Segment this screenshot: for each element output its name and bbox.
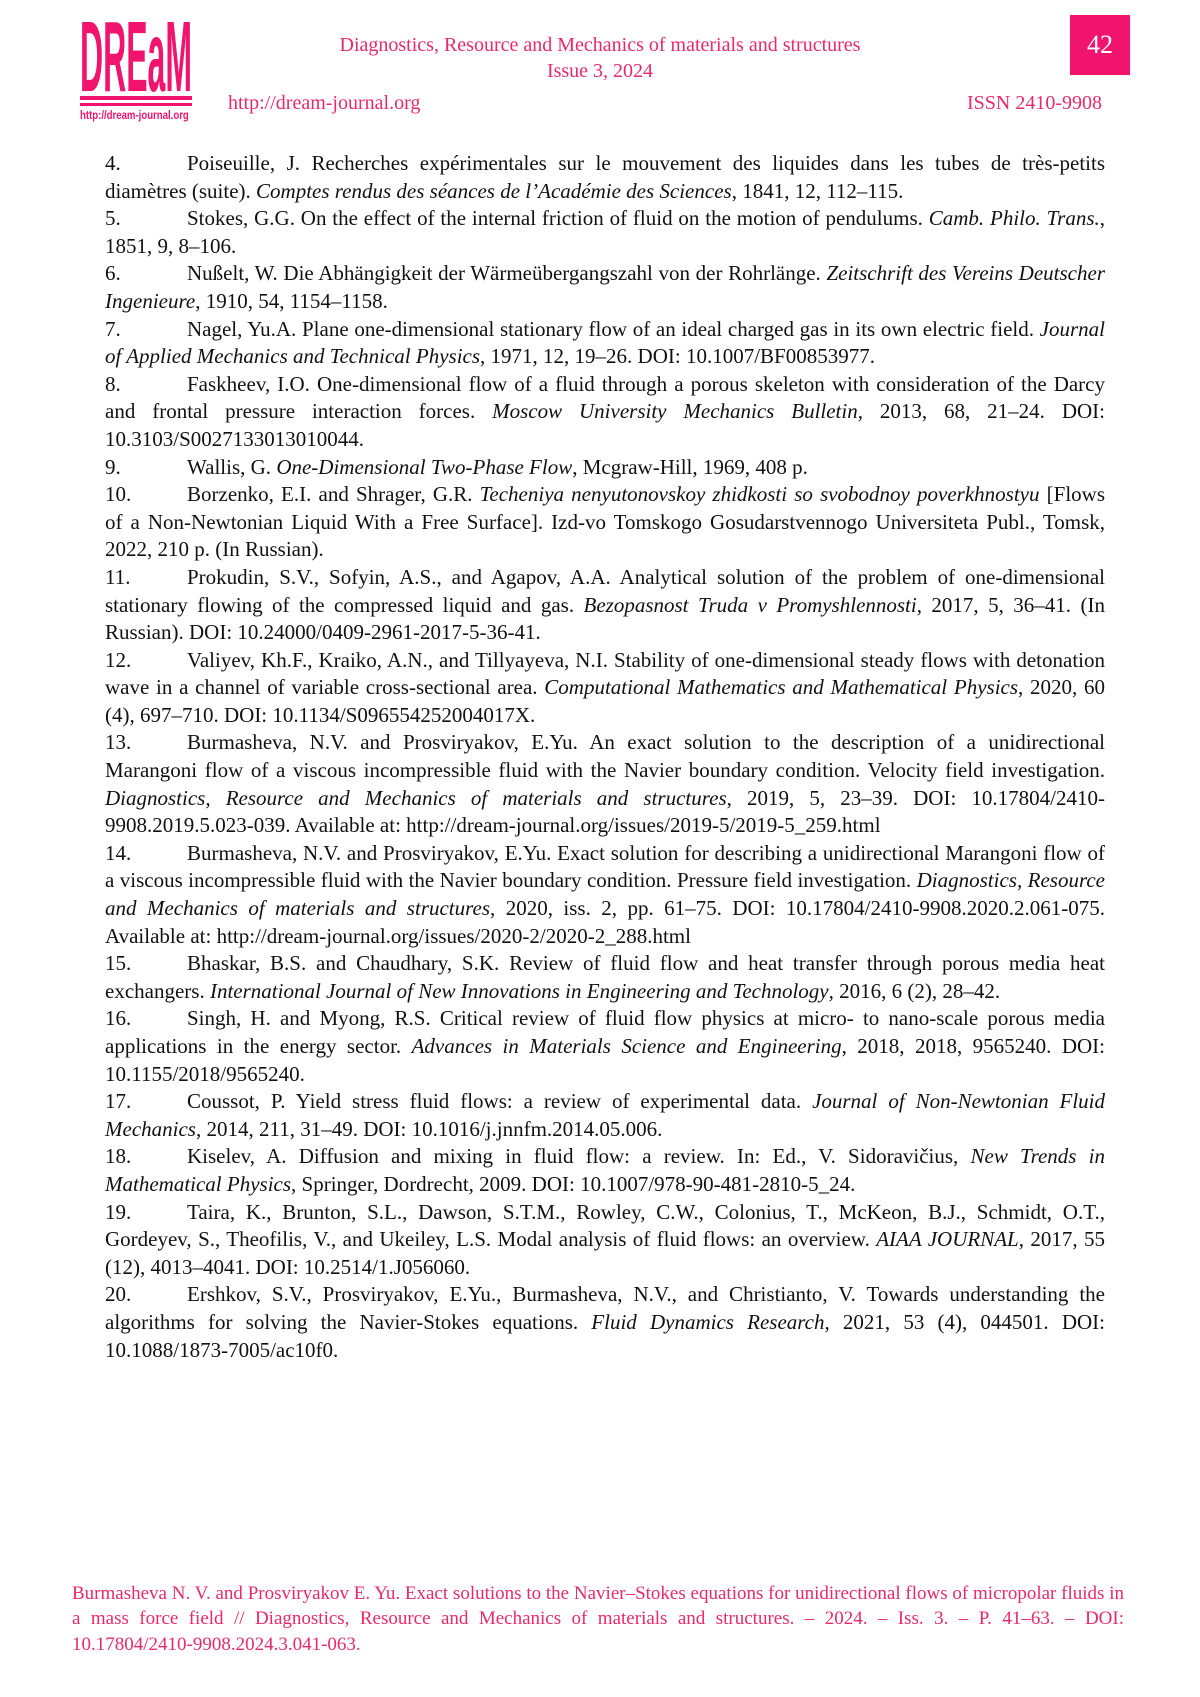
reference-text: Poiseuille, J. Recherches expérimentales sur le mouvement des liquides dans les tubes de très-petits diamètres (suite). bbox=[105, 151, 1105, 203]
reference-text: Faskheev, I.O. One-dimensional flow of a fluid through a porous skeleton with consideration of the Darcy and frontal pressure interaction forces. bbox=[105, 371, 1105, 424]
reference-source-italic: Fluid Dynamics Research bbox=[591, 1309, 825, 1334]
reference-text: , Springer, Dordrecht, 2009. DOI: 10.1007/978-90-481-2810-5_24. bbox=[291, 1171, 856, 1196]
reference-item bbox=[105, 729, 1105, 839]
reference-item bbox=[105, 1088, 1105, 1143]
reference-text: Nagel, Yu.A. Plane one-dimensional stationary flow of an ideal charged gas in its own electric field. bbox=[187, 316, 1040, 341]
reference-text: Borzenko, E.I. and Shrager, G.R. bbox=[187, 482, 480, 507]
reference-item bbox=[105, 1005, 1105, 1088]
dream-logo-text: DREaM bbox=[80, 16, 192, 94]
reference-item bbox=[105, 371, 1105, 454]
reference-text: , 2014, 211, 31–49. DOI: 10.1016/j.jnnfm.2014.05.006. bbox=[195, 1116, 663, 1141]
reference-item bbox=[105, 840, 1105, 950]
page-number-badge: 42 bbox=[1070, 15, 1130, 75]
issue-line: Issue 3, 2024 bbox=[546, 60, 654, 82]
reference-source-italic: Camb. Philo. Trans. bbox=[928, 206, 1100, 231]
journal-title: Diagnostics, Resource and Mechanics of materials and structures bbox=[339, 34, 861, 56]
reference-text: , 2020, iss. 2, pp. 61–75. DOI: 10.17804/2410-9908.2020.2.061-075. Available at: http://dream-journal.org/issues/2020-2/2020-2_288.html bbox=[105, 896, 1105, 948]
reference-item bbox=[105, 647, 1105, 730]
reference-number: 16. bbox=[105, 1006, 132, 1031]
reference-item bbox=[105, 205, 1105, 260]
reference-text: , 2017, 55 (12), 4013–4041. DOI: 10.2514/1.J056060. bbox=[105, 1227, 1105, 1279]
reference-source-italic: Bezopasnost Truda v Promyshlennosti bbox=[583, 592, 917, 617]
reference-text: , 1841, 12, 112–115. bbox=[731, 178, 904, 203]
reference-source-italic: New Trends in Mathematical Physics bbox=[105, 1144, 1106, 1196]
reference-item bbox=[105, 454, 1105, 482]
reference-number: 18. bbox=[105, 1144, 132, 1169]
reference-number: 7. bbox=[105, 316, 121, 341]
reference-item bbox=[105, 950, 1105, 1005]
reference-text: Prokudin, S.V., Sofyin, A.S., and Agapov, A.A. Analytical solution of the problem of one-dimensional stationary flowing of the compressed liquid and gas. bbox=[105, 564, 1105, 617]
citation-footer bbox=[72, 1581, 1124, 1657]
reference-text: , 1851, 9, 8–106. bbox=[105, 206, 1105, 258]
reference-text: Singh, H. and Myong, R.S. Critical review of fluid flow physics at micro- to nano-scale porous media applications in the energy sector. bbox=[105, 1006, 1105, 1058]
reference-source-italic: Advances in Materials Science and Engineering bbox=[411, 1034, 842, 1058]
reference-text: Coussot, P. Yield stress fluid flows: a review of experimental data. bbox=[187, 1089, 813, 1114]
reference-item bbox=[105, 260, 1105, 315]
reference-number: 12. bbox=[105, 647, 132, 672]
reference-item bbox=[105, 1199, 1105, 1282]
reference-item bbox=[105, 1143, 1105, 1198]
reference-text: Valiyev, Kh.F., Kraiko, A.N., and Tillyayeva, N.I. Stability of one-dimensional steady flows with detonation wave in a channel of variable cross-sectional area. bbox=[105, 647, 1105, 700]
reference-number: 11. bbox=[105, 564, 131, 589]
reference-number: 5. bbox=[105, 206, 121, 231]
reference-number: 13. bbox=[105, 730, 132, 755]
reference-source-italic: Computational Mathematics and Mathematical Physics bbox=[544, 675, 1019, 700]
reference-text: Bhaskar, B.S. and Chaudhary, S.K. Review of fluid flow and heat transfer through porous media heat exchangers. bbox=[105, 951, 1105, 1003]
reference-number: 4. bbox=[105, 151, 121, 175]
reference-item bbox=[105, 1281, 1105, 1364]
reference-text: , 1971, 12, 19–26. DOI: 10.1007/BF00853977. bbox=[480, 344, 875, 369]
citation-text: Burmasheva N. V. and Prosviryakov E. Yu. Exact solutions to the Navier–Stokes equations for unidirectional flows of micropolar fluids in a mass force field // Diagnostics, Resource and Mechanics of materials and structures. – 2024. – Iss. 3. – P. 41–63. – DOI: 10.17804/2410-9908.2024.3.041-063. bbox=[72, 1583, 1124, 1655]
reference-text: [Flows of a Non-Newtonian Liquid With a Free Surface]. Izd-vo Tomskogo Gosudarstvennogo Universiteta Publ., Tomsk, 2022, 210 p. (In Russian). bbox=[105, 482, 1105, 562]
reference-number: 8. bbox=[105, 371, 121, 396]
reference-source-italic: AIAA JOURNAL bbox=[876, 1227, 1019, 1252]
reference-item bbox=[105, 316, 1105, 371]
reference-source-italic: Comptes rendus des séances de l’Académie des Sciences bbox=[256, 178, 732, 203]
reference-text: Burmasheva, N.V. and Prosviryakov, E.Yu. An exact solution to the description of a unidirectional Marangoni flow of a viscous incompressible fluid with the Navier boundary condition. Velocity field investigation. bbox=[105, 730, 1105, 783]
reference-text: , 2020, 60 (4), 697–710. DOI: 10.1134/S096554252004017X. bbox=[105, 675, 1106, 727]
reference-text: , 2019, 5, 23–39. DOI: 10.17804/2410-9908.2019.5.023-039. Available at: http://dream-journal.org/issues/2019-5/2019-5_259.html bbox=[105, 785, 1105, 838]
reference-source-italic: Moscow University Mechanics Bulletin bbox=[492, 399, 858, 424]
reference-text: Ershkov, S.V., Prosviryakov, E.Yu., Burmasheva, N.V., and Christianto, V. Towards understanding the algorithms for solving the Navier-Stokes equations. bbox=[105, 1282, 1105, 1334]
site-url: http://dream-journal.org bbox=[228, 92, 421, 114]
reference-item bbox=[105, 150, 1105, 205]
reference-number: 19. bbox=[105, 1199, 132, 1224]
reference-number: 15. bbox=[105, 951, 132, 976]
reference-text: , Mcgraw-Hill, 1969, 408 p. bbox=[572, 454, 808, 479]
reference-text: , 2016, 6 (2), 28–42. bbox=[828, 978, 1001, 1003]
references-list bbox=[105, 150, 1105, 1364]
reference-text: , 2017, 5, 36–41. (In Russian). DOI: 10.24000/0409-2961-2017-5-36-41. bbox=[105, 592, 1105, 645]
journal-masthead bbox=[100, 32, 1100, 84]
header-subrow bbox=[0, 92, 1200, 118]
reference-item bbox=[105, 481, 1105, 564]
reference-item bbox=[105, 564, 1105, 647]
reference-text: , 2021, 53 (4), 044501. DOI: 10.1088/1873-7005/ac10f0. bbox=[105, 1309, 1105, 1362]
dream-logo-url: http://dream-journal.org bbox=[80, 108, 189, 122]
reference-text: Burmasheva, N.V. and Prosviryakov, E.Yu. Exact solution for describing a unidirectional Marangoni flow of a viscous incompressible fluid with the Navier boundary condition. Pressure field investigation. bbox=[105, 840, 1105, 893]
reference-source-italic: International Journal of New Innovations in Engineering and Technology bbox=[209, 978, 829, 1003]
reference-text: Wallis, G. bbox=[187, 454, 277, 479]
reference-text: , 1910, 54, 1154–1158. bbox=[195, 288, 388, 313]
reference-source-italic: One-Dimensional Two-Phase Flow bbox=[276, 454, 573, 479]
reference-number: 14. bbox=[105, 840, 132, 865]
reference-text: , 2013, 68, 21–24. DOI: 10.3103/S0027133013010044. bbox=[105, 399, 1105, 451]
issn-label: ISSN 2410-9908 bbox=[966, 92, 1102, 114]
reference-text: Kiselev, A. Diffusion and mixing in fluid flow: a review. In: Ed., V. Sidoravičius, bbox=[187, 1144, 971, 1169]
reference-number: 20. bbox=[105, 1282, 132, 1307]
reference-text: Nußelt, W. Die Abhängigkeit der Wärmeübergangszahl von der Rohrlänge. bbox=[187, 261, 827, 286]
reference-source-italic: Diagnostics, Resource and Mechanics of materials and structures bbox=[105, 868, 1105, 921]
reference-text: , 2018, 2018, 9565240. DOI: 10.1155/2018/9565240. bbox=[105, 1034, 1105, 1086]
reference-text: Stokes, G.G. On the effect of the internal friction of fluid on the motion of pendulums. bbox=[187, 206, 929, 231]
reference-source-italic: Journal of Applied Mechanics and Technical Physics bbox=[105, 316, 1105, 369]
reference-source-italic: Zeitschrift des Vereins Deutscher Ingenieure bbox=[105, 261, 1105, 313]
reference-number: 6. bbox=[105, 261, 121, 286]
reference-number: 17. bbox=[105, 1089, 132, 1114]
reference-source-italic: Journal of Non-Newtonian Fluid Mechanics bbox=[105, 1089, 1106, 1141]
reference-number: 10. bbox=[105, 482, 132, 507]
reference-source-italic: Diagnostics, Resource and Mechanics of materials and structures bbox=[105, 785, 727, 810]
reference-text: Taira, K., Brunton, S.L., Dawson, S.T.M., Rowley, C.W., Colonius, T., McKeon, B.J., Schmidt, O.T., Gordeyev, S., Theofilis, V., and Ukeiley, L.S. Modal analysis of fluid flows: an overview. bbox=[105, 1199, 1105, 1252]
reference-number: 9. bbox=[105, 454, 121, 479]
reference-source-italic: Techeniya nenyutonovskoy zhidkosti so svobodnoy poverkhnostyu bbox=[479, 482, 1040, 507]
